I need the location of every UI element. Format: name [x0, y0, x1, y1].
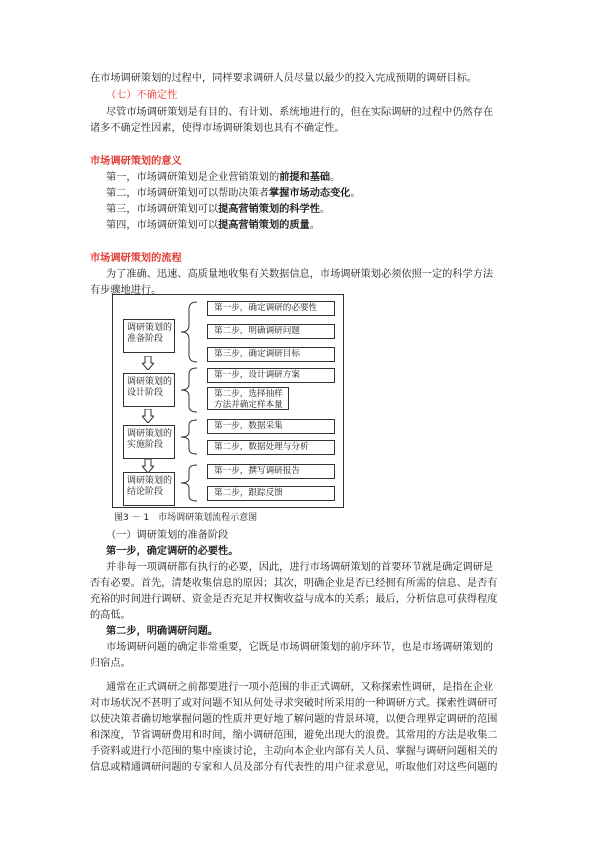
step-heading-punct: 。 — [207, 625, 219, 637]
list-item — [106, 171, 340, 184]
step-heading — [106, 625, 218, 638]
item-emphasis: 前提和基础 — [279, 171, 331, 183]
item-text: 第二，市场调研策划可以帮助决策者 — [106, 188, 269, 199]
step-box: 第二步，跟踪反馈 — [207, 486, 335, 501]
item-punct: 。 — [350, 188, 361, 199]
item-punct: 。 — [309, 220, 320, 231]
list-item — [106, 219, 320, 232]
item-text: 第三，市场调研策划可以 — [106, 204, 219, 215]
paragraph-line: 有步骤地进行。 — [90, 285, 162, 296]
paragraph-line: 并非每一项调研都有执行的必要，因此，进行市场调研策划的首要环节就是确定调研是 — [106, 562, 494, 573]
step-heading-text: 第一步，确定调研的必要性 — [106, 545, 229, 557]
stage-box-implementation: 调研策划的实施阶段 — [123, 425, 175, 459]
paragraph-line: 对市场状况不甚明了或对问题不知从何处寻求突破时所采用的一种调研方式。探索性调研可 — [90, 698, 498, 709]
paragraph-line: 和深度，节省调研费用和时间，缩小调研范围，避免出现大的浪费。其常用的方法是收集二 — [90, 730, 498, 741]
item-punct: 。 — [330, 172, 341, 183]
heading-significance: 市场调研策划的意义 — [90, 155, 182, 167]
item-emphasis: 提高营销策划的科学性 — [218, 203, 320, 215]
stage-box-preparation: 调研策划的准备阶段 — [123, 319, 175, 353]
paragraph-line: 手资料或进行小范围的集中座谈讨论，主动向本企业内部有关人员、掌握与调研问题相关的 — [90, 746, 498, 757]
paragraph-line: 归宿点。 — [90, 658, 131, 669]
item-punct: 。 — [319, 204, 331, 215]
subsection-heading: （一）调研策划的准备阶段 — [106, 530, 229, 541]
paragraph-line: 通常在正式调研之前都要进行一项小范围的非正式调研，又称探索性调研，是指在企业 — [106, 682, 494, 693]
step-box: 第一步，确定调研的必要性 — [207, 301, 335, 316]
list-item — [106, 187, 361, 200]
paragraph-line: 在市场调研策划的过程中，同样要求调研人员尽量以最少的投入完成预期的调研目标。 — [90, 73, 478, 84]
item-text: 第一，市场调研策划是企业营销策划的 — [106, 172, 280, 183]
paragraph-line: 的高低。 — [90, 610, 131, 621]
paragraph-line: 尽管市场调研策划是有目的、有计划、系统地进行的，但在实际调研的过程中仍然存在 — [106, 107, 494, 118]
step-box: 第二步，数据处理与分析 — [207, 440, 335, 455]
brace-icon — [179, 301, 199, 363]
section-heading-uncertainty — [106, 89, 177, 102]
step-box: 第一步，数据采集 — [207, 419, 335, 434]
paragraph-line: 以使决策者确切地掌握问题的性质并更好地了解问题的背景环境，以便合理界定调研的范围 — [90, 714, 498, 725]
brace-icon — [179, 464, 199, 502]
process-flow-diagram — [112, 294, 344, 508]
stage-box-conclusion: 调研策划的结论阶段 — [123, 472, 175, 506]
step-box: 第一步，设计调研方案 — [207, 368, 335, 383]
paragraph-line: 充裕的时间进行调研、资金是否充足并权衡收益与成本的关系；最后，分析信息可获得程度 — [90, 594, 498, 605]
paragraph-line: 否有必要。首先，清楚收集信息的原因；其次，明确企业是否已经拥有所需的信息、是否有 — [90, 578, 498, 589]
figure-caption: 图3 － 1 市场调研策划流程示意图 — [114, 513, 258, 523]
list-item — [106, 203, 330, 216]
section-title: 不确定性 — [136, 90, 178, 101]
down-arrow-icon — [142, 356, 154, 370]
heading-process: 市场调研策划的流程 — [90, 252, 182, 264]
step-heading — [106, 545, 238, 558]
stage-box-design: 调研策划的设计阶段 — [123, 373, 175, 407]
brace-icon — [179, 367, 199, 413]
paragraph-line: 信息或精通调研问题的专家和人员及部分有代表性的用户征求意见，听取他们对这些问题的 — [90, 762, 498, 773]
down-arrow-icon — [142, 409, 154, 423]
step-heading-punct: 。 — [228, 545, 239, 557]
brace-icon — [179, 419, 199, 455]
paragraph-line: 诸多不确定性因素，使得市场调研策划也具有不确定性。 — [90, 123, 345, 134]
item-emphasis: 提高营销策划的质量 — [218, 219, 310, 231]
item-text: 第四，市场调研策划可以 — [106, 220, 219, 231]
section-number: （七） — [106, 90, 137, 101]
item-emphasis: 掌握市场动态变化 — [269, 187, 351, 199]
step-box: 第二步，选择抽样方法并确定样本量 — [207, 387, 289, 410]
step-heading-text: 第二步，明确调研问题 — [106, 625, 208, 637]
paragraph-line: 市场调研问题的确定非常重要，它既是市场调研策划的前序环节，也是市场调研策划的 — [106, 642, 494, 653]
step-box: 第三步，确定调研目标 — [207, 347, 335, 362]
step-box: 第一步，撰写调研报告 — [207, 464, 335, 479]
down-arrow-icon — [142, 459, 154, 473]
step-box: 第二步，明确调研问题 — [207, 324, 335, 339]
paragraph-line: 为了准确、迅速、高质量地收集有关数据信息，市场调研策划必须依照一定的科学方法 — [106, 269, 494, 280]
